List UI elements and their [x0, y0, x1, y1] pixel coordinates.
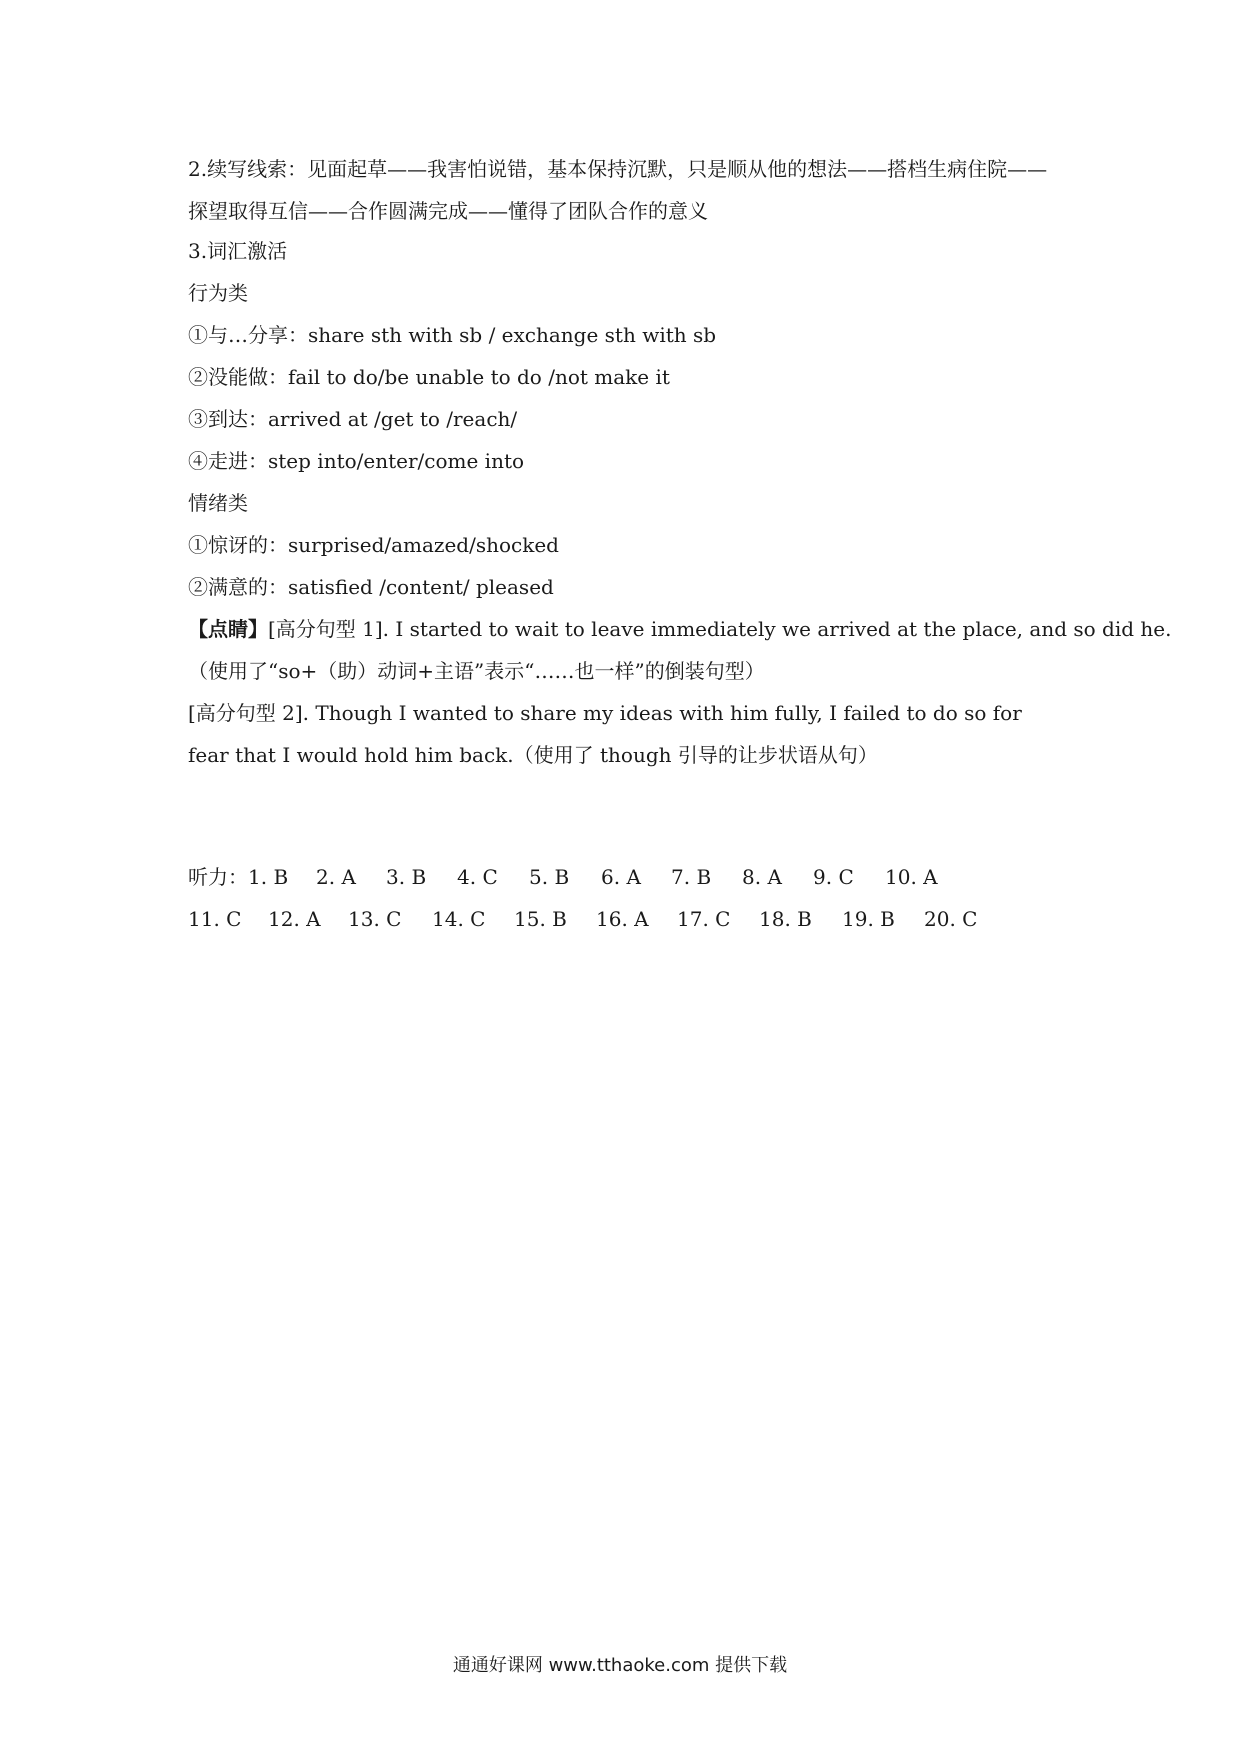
- listening-answer: 19. B: [842, 907, 895, 931]
- listening-answer: 20. C: [924, 907, 978, 931]
- page-footer: 通通好课网 www.tthaoke.com 提供下载: [452, 1655, 788, 1676]
- listening-label: 听力：: [188, 865, 248, 889]
- emotion-item-1: ①惊讶的：surprised/amazed/shocked: [188, 533, 559, 557]
- listening-answers-row-2: [188, 906, 977, 932]
- listening-answer: 8. A: [742, 865, 782, 889]
- behavior-item-1: ①与…分享：share sth with sb / exchange sth with sb: [188, 323, 717, 347]
- listening-answer: 15. B: [514, 907, 567, 931]
- highlight-sentence-1-text: [高分句型 1]. I started to wait to leave immediately we arrived at the place, and so did he.: [268, 617, 1172, 641]
- listening-answer: 12. A: [268, 907, 321, 931]
- listening-answer: 7. B: [671, 865, 712, 889]
- listening-answer: 10. A: [885, 865, 938, 889]
- listening-answer: 5. B: [529, 865, 570, 889]
- highlight-sentence-1: [188, 616, 1171, 642]
- highlight-marker: 【点睛】: [188, 617, 268, 641]
- listening-answers-row-1: [188, 864, 938, 890]
- highlight-note-1: （使用了“so+（助）动词+主语”表示“……也一样”的倒装句型）: [188, 659, 765, 683]
- listening-answer: 14. C: [432, 907, 486, 931]
- listening-answer: 3. B: [386, 865, 427, 889]
- listening-answer: 16. A: [596, 907, 649, 931]
- emotion-item-2: ②满意的：satisfied /content/ pleased: [188, 575, 554, 599]
- section2-clues: 2.续写线索：见面起草——我害怕说错，基本保持沉默，只是顺从他的想法——搭档生病住院——探望取得互信——合作圆满完成——懂得了团队合作的意义: [188, 157, 1048, 223]
- listening-answer: 1. B: [248, 865, 289, 889]
- highlight-sentence-2: [高分句型 2]. Though I wanted to share my ideas with him fully, I failed to do so for fear that I would hold him back.（使用了 though 引导的让步状语从句）: [188, 701, 1022, 767]
- behavior-item-3: ③到达：arrived at /get to /reach/: [188, 407, 518, 431]
- emotion-label: 情绪类: [188, 491, 248, 515]
- listening-answer: 4. C: [457, 865, 498, 889]
- behavior-label: 行为类: [188, 281, 248, 305]
- behavior-item-2: ②没能做：fail to do/be unable to do /not make it: [188, 365, 670, 389]
- listening-answer: 13. C: [348, 907, 402, 931]
- listening-answer: 9. C: [813, 865, 854, 889]
- behavior-item-4: ④走进：step into/enter/come into: [188, 449, 525, 473]
- listening-answer: 6. A: [601, 865, 641, 889]
- listening-answer: 2. A: [316, 865, 356, 889]
- listening-answer: 17. C: [677, 907, 731, 931]
- section3-heading: 3.词汇激活: [188, 239, 288, 263]
- listening-answer: 11. C: [188, 907, 242, 931]
- listening-answer: 18. B: [759, 907, 812, 931]
